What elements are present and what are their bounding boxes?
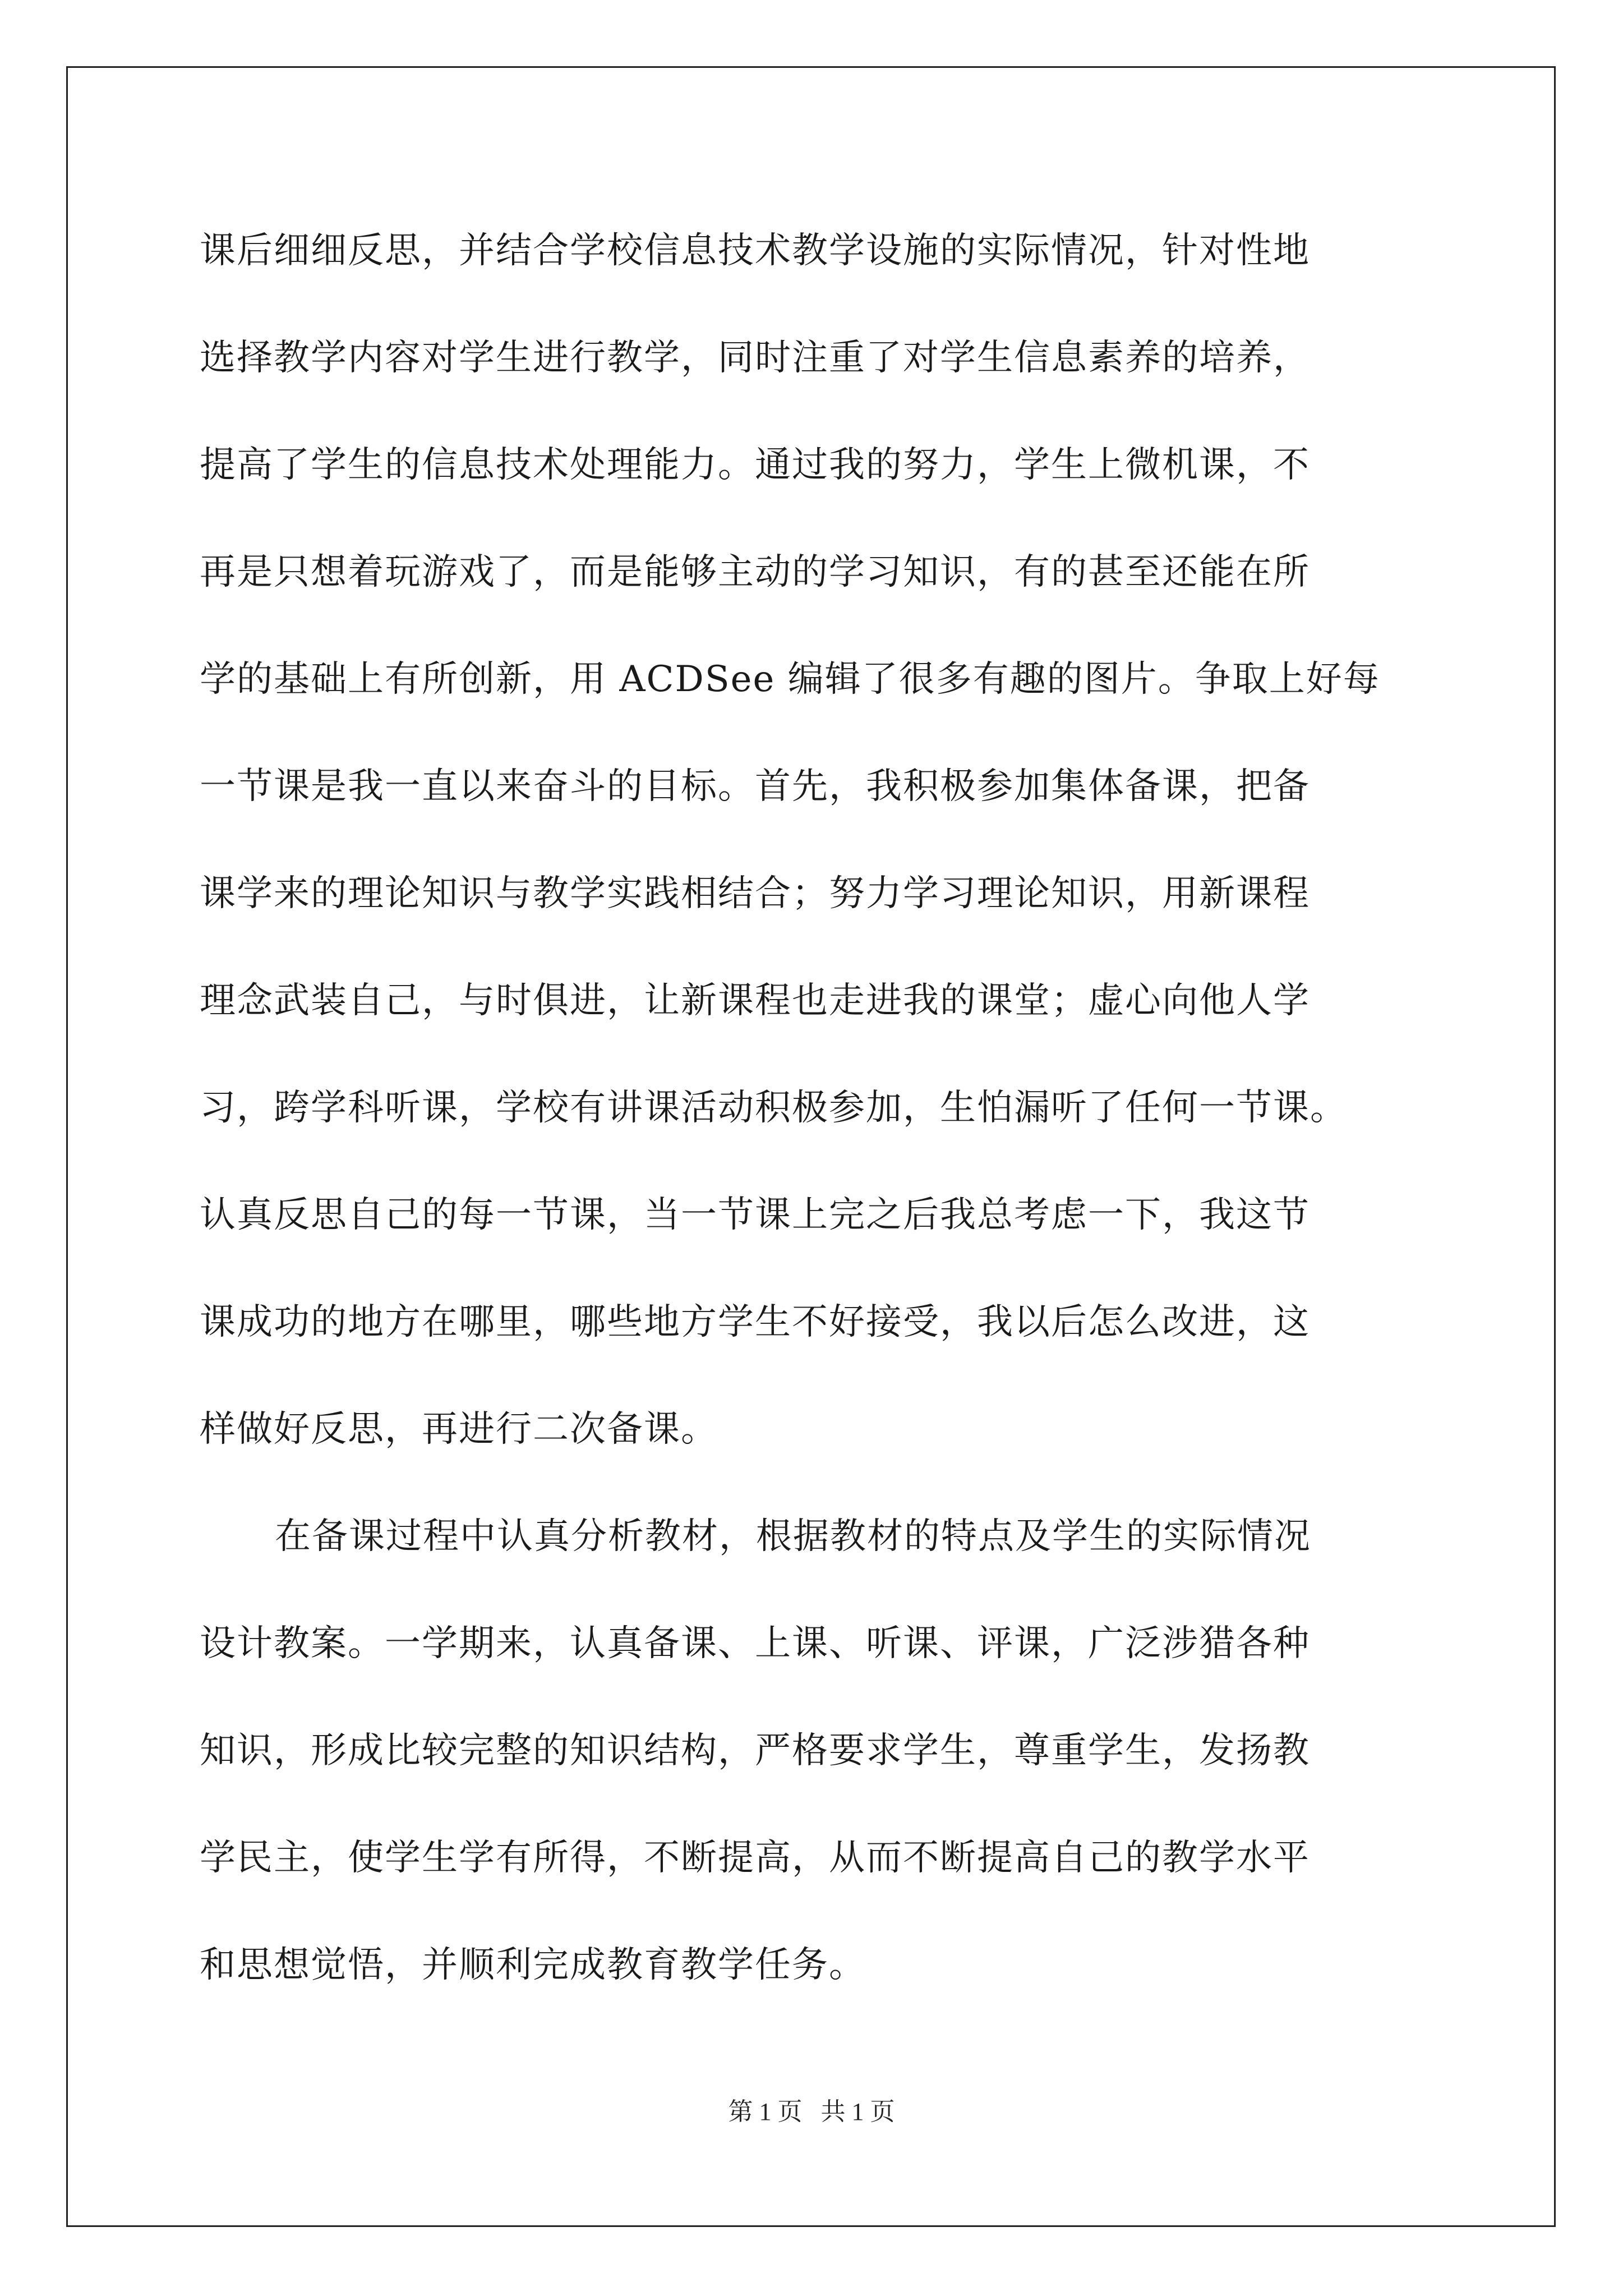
body-line-15: 知识，形成比较完整的知识结构，严格要求学生，尊重学生，发扬教 [200,1730,1310,1772]
page-footer [0,2091,1623,2127]
total-pages-label: 共 1 页 [820,2098,895,2125]
body-line-6: 一节课是我一直以来奋斗的目标。首先，我积极参加集体备课，把备 [200,766,1310,807]
body-line-14: 设计教案。一学期来，认真备课、上课、听课、评课，广泛涉猎各种 [200,1623,1310,1664]
body-line-9: 习，跨学科听课，学校有讲课活动积极参加，生怕漏听了任何一节课。 [200,1087,1347,1129]
body-line-5: 学的基础上有所创新，用 ACDSee 编辑了很多有趣的图片。争取上好每 [200,659,1380,700]
body-line-4: 再是只想着玩游戏了，而是能够主动的学习知识，有的甚至还能在所 [200,551,1310,593]
paragraph-2-line-1: 在备课过程中认真分析教材，根据教材的特点及学生的实际情况 [275,1516,1311,1557]
body-line-10: 认真反思自己的每一节课，当一节课上完之后我总考虑一下，我这节 [200,1194,1310,1236]
body-line-1: 课后细细反思，并结合学校信息技术教学设施的实际情况，针对性地 [200,230,1310,272]
body-line-11: 课成功的地方在哪里，哪些地方学生不好接受，我以后怎么改进，这 [200,1301,1310,1343]
document-body [200,216,1428,2037]
body-line-16: 学民主，使学生学有所得，不断提高，从而不断提高自己的教学水平 [200,1837,1310,1879]
body-line-12: 样做好反思，再进行二次备课。 [200,1409,718,1450]
body-line-2: 选择教学内容对学生进行教学，同时注重了对学生信息素养的培养， [200,337,1310,379]
body-line-17: 和思想觉悟，并顺利完成教育教学任务。 [200,1944,866,1986]
page-number-label: 第 1 页 [728,2098,803,2125]
body-line-3: 提高了学生的信息技术处理能力。通过我的努力，学生上微机课，不 [200,444,1310,486]
body-line-7: 课学来的理论知识与教学实践相结合；努力学习理论知识，用新课程 [200,873,1310,914]
body-line-8: 理念武装自己，与时俱进，让新课程也走进我的课堂；虚心向他人学 [200,980,1310,1022]
